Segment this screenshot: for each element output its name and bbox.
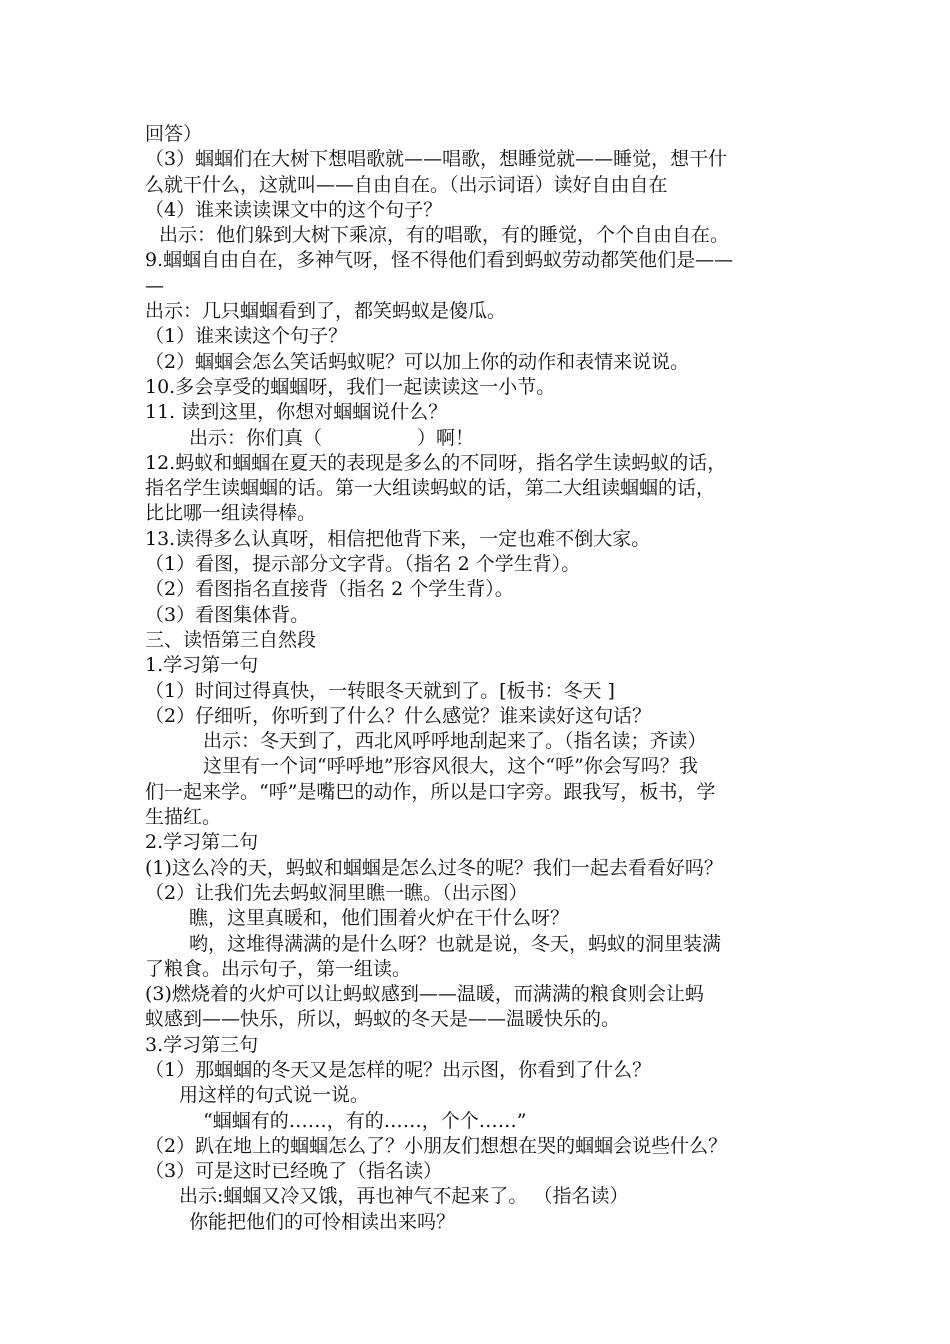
text-line: 出示:蝈蝈又冷又饿，再也神气不起来了。 （指名读） [179, 1185, 629, 1208]
text-line: 了粮食。出示句子，第一组读。 [145, 957, 412, 980]
text-line: 这里有一个词“呼呼地”形容风很大，这个“呼”你会写吗？我 [203, 755, 698, 778]
section-heading: 三、读悟第三自然段 [145, 628, 317, 651]
text-line: 出示：几只蝈蝈看到了，都笑蚂蚁是傻瓜。 [145, 300, 507, 323]
text-line: 用这样的句式说一说。 [179, 1084, 370, 1107]
text-line: （3）蝈蝈们在大树下想唱歌就——唱歌，想睡觉就——睡觉，想干什 [145, 148, 728, 171]
text-line: （3）可是这时已经晚了（指名读） [145, 1160, 443, 1183]
text-line: 们一起来学。“呼”是嘴巴的动作，所以是口字旁。跟我写，板书，学 [145, 780, 716, 803]
text-line: 比比哪一组读得棒。 [145, 502, 317, 525]
text-line: （3）看图集体背。 [145, 603, 310, 626]
document-body [145, 122, 835, 1235]
text-line: （1）那蝈蝈的冬天又是怎样的呢？出示图，你看到了什么？ [145, 1058, 652, 1081]
text-line: （1）谁来读这个句子？ [145, 325, 348, 348]
text-line: 出示：冬天到了，西北风呼呼地刮起来了。（指名读；齐读） [203, 730, 707, 753]
text-line: （2）让我们先去蚂蚁洞里瞧一瞧。（出示图） [145, 881, 528, 904]
text-line: 出示：他们躲到大树下乘凉，有的唱歌，有的睡觉，个个自由自在。 [159, 224, 730, 247]
text-line: 指名学生读蝈蝈的话。第一大组读蚂蚁的话，第二大组读蝈蝈的话， [145, 477, 716, 500]
text-line: 么就干什么，这就叫——自由自在。（出示词语）读好自由自在 [145, 173, 668, 196]
text-line: 哟，这堆得满满的是什么呀？也就是说，冬天，蚂蚁的洞里装满 [189, 932, 722, 955]
text-line: 你能把他们的可怜相读出来吗？ [189, 1210, 456, 1233]
text-line: 3.学习第三句 [145, 1033, 259, 1056]
text-line: （1）看图，提示部分文字背。（指名 2 个学生背）。 [145, 553, 581, 576]
text-line: （2）趴在地上的蝈蝈怎么了？小朋友们想想在哭的蝈蝈会说些什么？ [145, 1134, 728, 1157]
text-line: （1）时间过得真快，一转眼冬天就到了。[板书：冬天 ] [145, 679, 615, 702]
text-line: 瞧，这里真暖和，他们围着火炉在干什么呀？ [189, 907, 570, 930]
text-line: — [145, 274, 164, 297]
text-line: 13.读得多么认真呀，相信把他背下来，一定也难不倒大家。 [145, 527, 651, 550]
text-line: （2）蝈蝈会怎么笑话蚂蚁呢？可以加上你的动作和表情来说说。 [145, 350, 690, 373]
text-line: 11. 读到这里，你想对蝈蝈说什么？ [145, 401, 448, 424]
text-line: 蚁感到——快乐，所以，蚂蚁的冬天是——温暖快乐的。 [145, 1008, 621, 1031]
text-line: (3)燃烧着的火炉可以让蚂蚁感到——温暖，而满满的粮食则会让蚂 [145, 983, 704, 1006]
text-line: （2）看图指名直接背（指名 2 个学生背）。 [145, 578, 514, 601]
text-line: 生描红。 [145, 806, 222, 829]
text-line: （2）仔细听，你听到了什么？什么感觉？谁来读好这句话？ [145, 704, 652, 727]
text-line: 回答） [145, 123, 203, 145]
text-line: 1.学习第一句 [145, 654, 259, 677]
text-line: 9.蝈蝈自由自在，多神气呀，怪不得他们看到蚂蚁劳动都笑他们是—— [145, 249, 734, 272]
text-line: （4）谁来读读课文中的这个句子？ [145, 198, 443, 221]
text-line: “蝈蝈有的……，有的……，个个……” [203, 1109, 527, 1132]
text-line: 10.多会享受的蝈蝈呀，我们一起读读这一小节。 [145, 375, 556, 398]
text-line: 12.蚂蚁和蝈蝈在夏天的表现是多么的不同呀，指名学生读蚂蚁的话， [145, 451, 727, 474]
text-line: (1)这么冷的天，蚂蚁和蝈蝈是怎么过冬的呢？我们一起去看看好吗？ [145, 856, 723, 879]
text-line: 出示：你们真（ ）啊！ [189, 426, 475, 449]
text-line: 2.学习第二句 [145, 831, 259, 854]
